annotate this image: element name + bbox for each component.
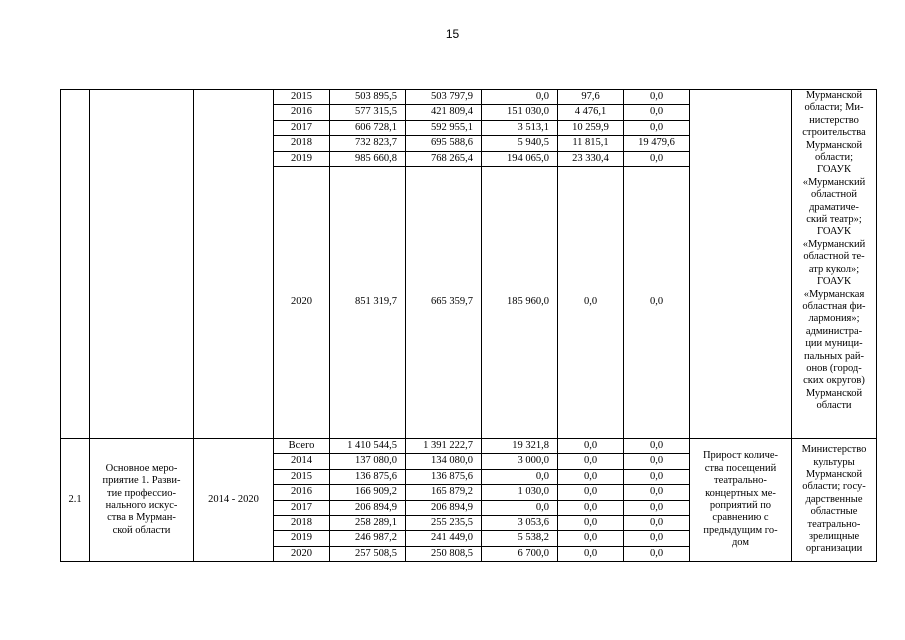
- year-cell: 2015: [274, 90, 330, 105]
- federal-budget-cell: 3 000,0: [482, 454, 558, 469]
- year-cell: 2014: [274, 454, 330, 469]
- regional-budget-cell: 503 797,9: [406, 90, 482, 105]
- year-cell: 2018: [274, 515, 330, 530]
- year-cell: Всего: [274, 438, 330, 453]
- regional-budget-cell: 255 235,5: [406, 515, 482, 530]
- extrabudget-cell: 0,0: [624, 469, 690, 484]
- federal-budget-cell: 6 700,0: [482, 546, 558, 561]
- local-budget-cell: 0,0: [558, 531, 624, 546]
- year-cell: 2016: [274, 485, 330, 500]
- extrabudget-cell: 0,0: [624, 438, 690, 453]
- local-budget-cell: 0,0: [558, 438, 624, 453]
- extrabudget-cell: 0,0: [624, 120, 690, 135]
- local-budget-cell: 0,0: [558, 485, 624, 500]
- total-cell: 258 289,1: [330, 515, 406, 530]
- extrabudget-cell: 0,0: [624, 515, 690, 530]
- activity-name-cell: [90, 438, 194, 561]
- page-number: 15: [445, 27, 460, 41]
- table-body: [61, 90, 877, 562]
- total-cell: 166 909,2: [330, 485, 406, 500]
- table-row: [61, 90, 877, 105]
- period-cell: [194, 90, 274, 439]
- extrabudget-cell: 0,0: [624, 166, 690, 438]
- extrabudget-cell: 0,0: [624, 546, 690, 561]
- local-budget-cell: 0,0: [558, 515, 624, 530]
- extrabudget-cell: 0,0: [624, 151, 690, 166]
- extrabudget-cell: 0,0: [624, 105, 690, 120]
- federal-budget-cell: 151 030,0: [482, 105, 558, 120]
- regional-budget-cell: 592 955,1: [406, 120, 482, 135]
- number-cell: 2.1: [61, 438, 90, 561]
- total-cell: 732 823,7: [330, 136, 406, 151]
- federal-budget-cell: 19 321,8: [482, 438, 558, 453]
- regional-budget-cell: 136 875,6: [406, 469, 482, 484]
- federal-budget-cell: 1 030,0: [482, 485, 558, 500]
- total-cell: 206 894,9: [330, 500, 406, 515]
- total-cell: 503 895,5: [330, 90, 406, 105]
- year-cell: 2017: [274, 500, 330, 515]
- local-budget-cell: 0,0: [558, 166, 624, 438]
- indicator-cell: [690, 438, 792, 561]
- total-cell: 577 315,5: [330, 105, 406, 120]
- federal-budget-cell: 5 538,2: [482, 531, 558, 546]
- indicator-cell: [690, 90, 792, 439]
- year-cell: 2019: [274, 531, 330, 546]
- local-budget-cell: 23 330,4: [558, 151, 624, 166]
- federal-budget-cell: 0,0: [482, 500, 558, 515]
- responsible-cell: [792, 438, 877, 561]
- total-cell: 1 410 544,5: [330, 438, 406, 453]
- federal-budget-cell: 194 065,0: [482, 151, 558, 166]
- year-cell: 2015: [274, 469, 330, 484]
- total-cell: 606 728,1: [330, 120, 406, 135]
- number-cell: [61, 90, 90, 439]
- extrabudget-cell: 0,0: [624, 500, 690, 515]
- local-budget-cell: 10 259,9: [558, 120, 624, 135]
- local-budget-cell: 97,6: [558, 90, 624, 105]
- responsible-text: Мурманской области; Ми- нистерство строительства Мурманской области; ГОАУК «Мурманский областной драматиче- ский театр»; ГОАУК «Мурманский областной те- атр кукол»; ГОАУК «Мурманская областная фи- лармония»; администра- ции муници- пальных рай- онов (город- ских округов) Мурманской области: [802, 90, 866, 412]
- regional-budget-cell: 421 809,4: [406, 105, 482, 120]
- year-cell: 2016: [274, 105, 330, 120]
- indicator-text: Прирост количе- ства посещений театрально- концертных ме- роприятий по сравнению с предыдущим го- дом: [702, 450, 779, 549]
- extrabudget-cell: 0,0: [624, 531, 690, 546]
- extrabudget-cell: 0,0: [624, 485, 690, 500]
- activity-name-text: Основное меро- приятие 1. Разви- тие профессио- нального искус- ства в Мурман- ской области: [102, 462, 181, 536]
- regional-budget-cell: 1 391 222,7: [406, 438, 482, 453]
- year-cell: 2019: [274, 151, 330, 166]
- activity-name-cell: [90, 90, 194, 439]
- total-cell: 137 080,0: [330, 454, 406, 469]
- table-row: [61, 438, 877, 453]
- local-budget-cell: 0,0: [558, 454, 624, 469]
- regional-budget-cell: 134 080,0: [406, 454, 482, 469]
- regional-budget-cell: 665 359,7: [406, 166, 482, 438]
- local-budget-cell: 11 815,1: [558, 136, 624, 151]
- federal-budget-cell: 185 960,0: [482, 166, 558, 438]
- extrabudget-cell: 0,0: [624, 454, 690, 469]
- local-budget-cell: 0,0: [558, 469, 624, 484]
- responsible-cell: [792, 90, 877, 439]
- program-funding-table: [60, 89, 877, 562]
- federal-budget-cell: 0,0: [482, 90, 558, 105]
- regional-budget-cell: 206 894,9: [406, 500, 482, 515]
- total-cell: 851 319,7: [330, 166, 406, 438]
- federal-budget-cell: 0,0: [482, 469, 558, 484]
- local-budget-cell: 0,0: [558, 500, 624, 515]
- regional-budget-cell: 250 808,5: [406, 546, 482, 561]
- local-budget-cell: 0,0: [558, 546, 624, 561]
- total-cell: 136 875,6: [330, 469, 406, 484]
- regional-budget-cell: 241 449,0: [406, 531, 482, 546]
- year-cell: 2020: [274, 166, 330, 438]
- federal-budget-cell: 5 940,5: [482, 136, 558, 151]
- year-cell: 2018: [274, 136, 330, 151]
- total-cell: 985 660,8: [330, 151, 406, 166]
- extrabudget-cell: 0,0: [624, 90, 690, 105]
- total-cell: 257 508,5: [330, 546, 406, 561]
- federal-budget-cell: 3 513,1: [482, 120, 558, 135]
- local-budget-cell: 4 476,1: [558, 105, 624, 120]
- regional-budget-cell: 768 265,4: [406, 151, 482, 166]
- total-cell: 246 987,2: [330, 531, 406, 546]
- regional-budget-cell: 695 588,6: [406, 136, 482, 151]
- extrabudget-cell: 19 479,6: [624, 136, 690, 151]
- year-cell: 2020: [274, 546, 330, 561]
- period-cell: 2014 - 2020: [194, 438, 274, 561]
- year-cell: 2017: [274, 120, 330, 135]
- federal-budget-cell: 3 053,6: [482, 515, 558, 530]
- responsible-text: Министерство культуры Мурманской области; госу- дарственные областные театрально- зрелищные организации: [801, 444, 867, 555]
- regional-budget-cell: 165 879,2: [406, 485, 482, 500]
